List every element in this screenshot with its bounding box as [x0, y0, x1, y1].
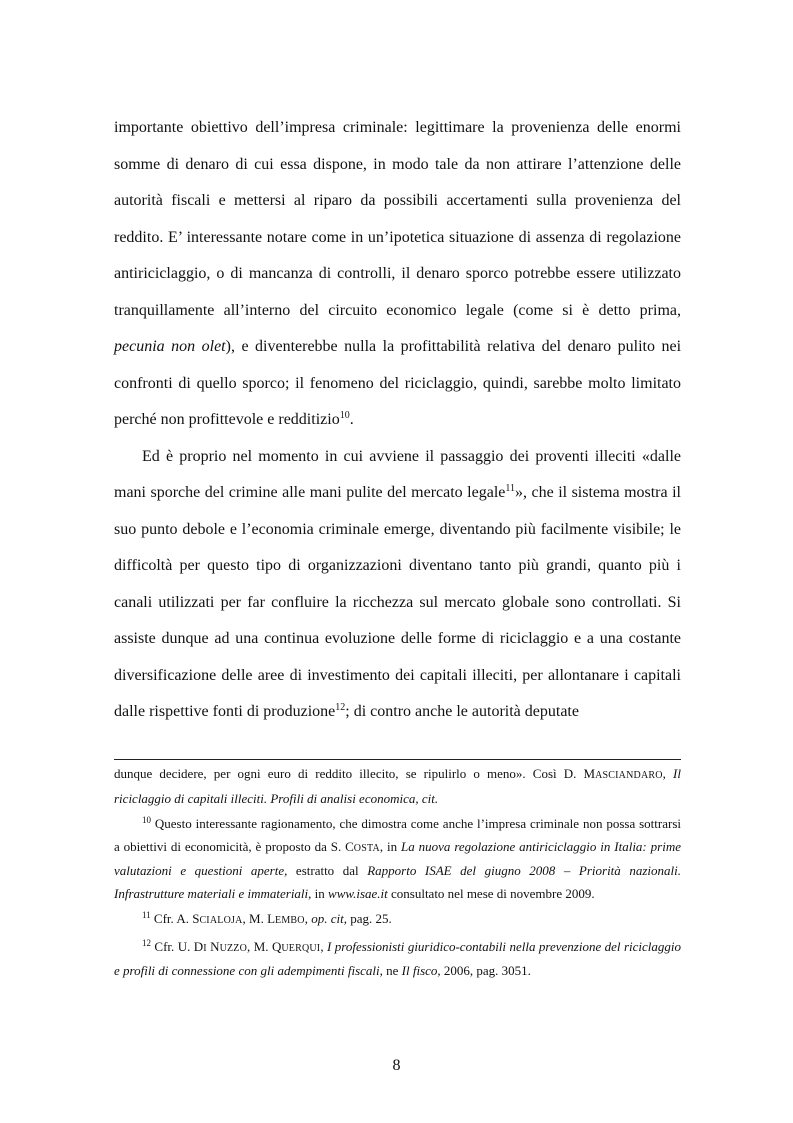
website-link[interactable]: www.isae.it: [328, 885, 388, 901]
paragraph-1: [114, 110, 681, 439]
footnotes: [114, 763, 681, 986]
text-run: ; di contro anche le autorità deputate: [345, 703, 579, 720]
footnote-12: [114, 936, 681, 983]
text-run: ne: [382, 963, 402, 978]
small-caps-run: CIALOJA: [199, 915, 243, 926]
text-run: , in: [379, 838, 402, 854]
text-run: .: [349, 411, 354, 428]
text-run: », che il sistema mostra il suo punto debole e l’economia criminale emerge, diventando più facilmente visibile; le difficoltà per questo tipo di organizzazioni diventano tanto più grandi, quanto più i canali utilizzati per far confluire la ricchezza sul mercato globale sono controllati. Si assiste dunque ad una continua evoluzione delle forme di riciclaggio e a una costante diversificazione delle aree di investimento dei capitali illeciti, per allontanare i capitali dalle rispettive fonti di produzione: [114, 484, 681, 720]
text-run: ,: [320, 938, 328, 954]
footnote-number: 10: [142, 815, 151, 825]
footnote-continuation: [114, 763, 681, 810]
text-run: Ed è proprio nel momento in cui avviene il passaggio dei proventi illeciti «dalle mani sporche del crimine alle mani pulite del mercato legale: [114, 447, 681, 501]
text-run: ,: [662, 766, 674, 781]
text-run: dunque decidere, per ogni euro di reddito illecito, se ripulirlo o meno». Così D. M: [114, 766, 596, 781]
text-run: estratto dal: [287, 863, 368, 878]
italic-phrase: pecunia non olet: [114, 338, 226, 355]
small-caps-run: UERQUI: [281, 942, 321, 954]
small-caps-run: OSTA: [353, 842, 380, 854]
text-run: Cfr. A. S: [150, 911, 200, 926]
small-caps-run: ASCIANDARO: [595, 770, 663, 781]
footnote-number: 12: [142, 937, 151, 948]
text-run: pag. 25.: [346, 911, 392, 926]
italic-title: Il fisco,: [401, 963, 441, 978]
footnote-10: [114, 813, 681, 905]
small-caps-run: EMBO: [275, 915, 305, 926]
footnote-ref-12[interactable]: 12: [335, 702, 346, 713]
italic-phrase: op. cit,: [311, 911, 347, 926]
page-number: 8: [392, 1057, 401, 1074]
text-run: Cfr. U. D: [151, 938, 204, 954]
text-run: N: [206, 938, 220, 954]
footnote-ref-11[interactable]: 11: [505, 483, 516, 494]
text-run: , M. Q: [247, 938, 282, 954]
text-run: 2006, pag. 3051.: [440, 963, 531, 978]
text-run: Questo interessante ragionamento, che dimostra come anche l’impresa criminale non possa sottrarsi a obiettivi di economicità, è proposto da S. C: [114, 816, 681, 854]
small-caps-run: I: [203, 942, 207, 954]
footnote-11: [114, 908, 681, 933]
italic-title: Rapporto ISAE del giugno 2008 – Priorità nazionali. Infrastrutture materiali e immateriali: [114, 863, 681, 901]
text-run: ), e diventerebbe nulla la profittabilità relativa del denaro pulito nei confronti di quello sporco; il fenomeno del riciclaggio, quindi, sarebbe molto limitato perché non profittevole e redditizio: [114, 338, 682, 428]
italic-title: La nuova regolazione antiriciclaggio in Italia: prime valutazioni e questioni aperte,: [114, 838, 681, 878]
text-run: , M. L: [242, 911, 276, 926]
text-run: consultato nel mese di novembre 2009.: [387, 885, 595, 901]
footnote-separator: [114, 759, 681, 760]
italic-title: Il riciclaggio di capitali illeciti. Profili di analisi economica, cit.: [114, 766, 681, 806]
small-caps-run: UZZO: [219, 942, 248, 954]
text-run: importante obiettivo dell’impresa criminale: legittimare la provenienza delle enormi somme di denaro di cui essa dispone, in modo tale da non attirare l’attenzione delle autorità fiscali e mettersi al riparo da possibili accertamenti sulla provenienza del reddito. E’ interessante notare come in un’ipotetica situazione di assenza di regolazione antiriciclaggio, o di mancanza di controlli, il denaro sporco potrebbe essere utilizzato tranquillamente all’interno del circuito economico legale (come si è detto prima,: [114, 119, 681, 319]
main-text: [114, 110, 681, 731]
paragraph-2: [114, 439, 681, 731]
italic-title: I professionisti giuridico-contabili nella prevenzione del riciclaggio e profili di connessione con gli adempimenti fiscali,: [114, 938, 682, 978]
footnote-number: 11: [142, 910, 151, 920]
footnote-ref-10[interactable]: 10: [339, 410, 350, 421]
text-run: ,: [304, 911, 312, 926]
text-run: , in: [308, 885, 329, 901]
